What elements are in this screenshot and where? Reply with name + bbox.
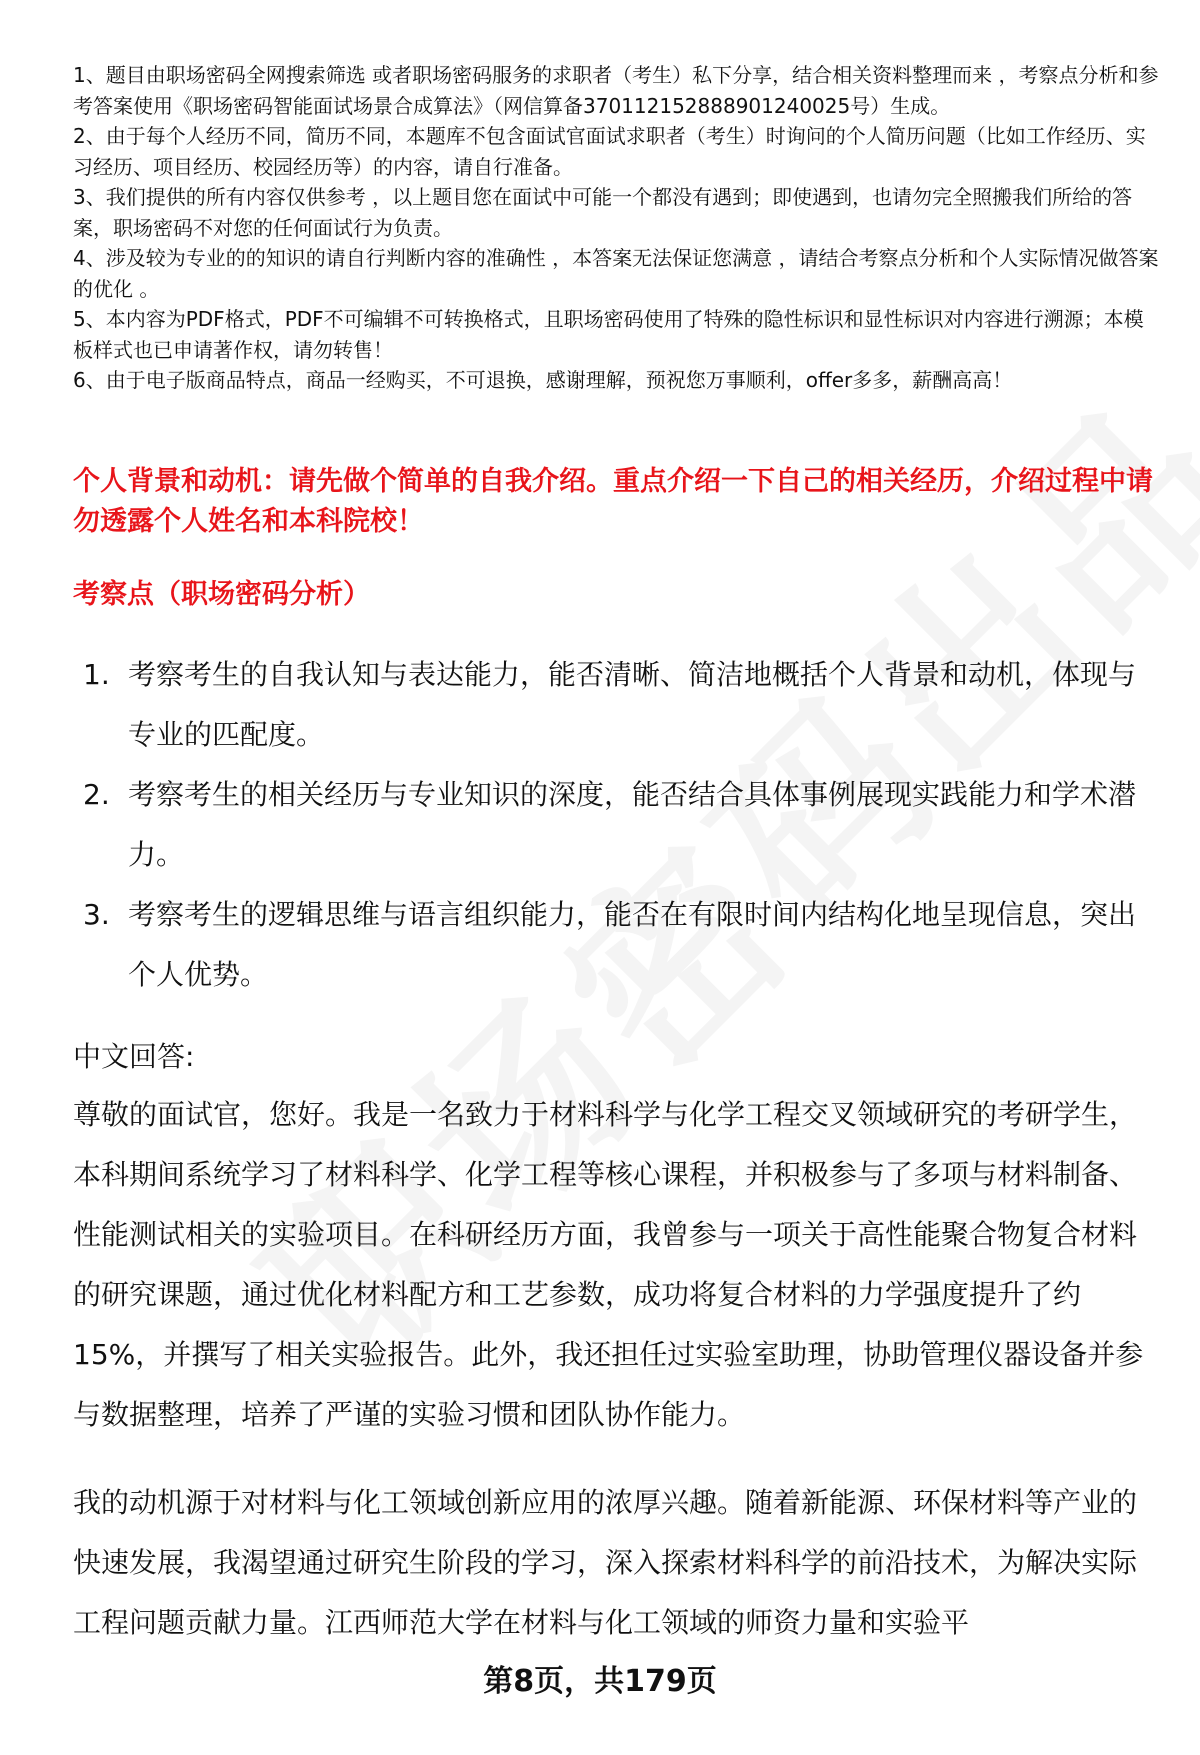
answer-label: 中文回答: [73,1040,195,1073]
exam-point-text: 考察考生的相关经历与专业知识的深度，能否结合具体事例展现实践能力和学术潜力。 [128,778,1137,871]
exam-points-list [73,645,1163,1005]
disclaimer-item: 2、由于每个人经历不同，简历不同，本题库不包含面试官面试求职者（考生）时询问的个人简历问题（比如工作经历、实习经历、项目经历、校园经历等）的内容，请自行准备。 [73,124,1146,179]
exam-point [73,645,1163,765]
question-heading: 个人背景和动机：请先做个简单的自我介绍。重点介绍一下自己的相关经历，介绍过程中请勿透露个人姓名和本科院校！ [73,466,1153,537]
exam-points-heading: 考察点（职场密码分析） [73,579,370,610]
answer-paragraph: 我的动机源于对材料与化工领域创新应用的浓厚兴趣。随着新能源、环保材料等产业的快速发展，我渴望通过研究生阶段的学习，深入探索材料科学的前沿技术，为解决实际工程问题贡献力量。江西师范大学在材料与化工领域的师资力量和实验平 [73,1486,1138,1639]
disclaimer-item: 1、题目由职场密码全网搜索筛选 或者职场密码服务的求职者（考生）私下分享，结合相关资料整理而来 ，考察点分析和参考答案使用《职场密码智能面试场景合成算法》（网信算备370112152888901240025号）生成。 [73,63,1159,118]
disclaimer-item: 3、我们提供的所有内容仅供参考 ，以上题目您在面试中可能一个都没有遇到；即使遇到，也请勿完全照搬我们所给的答案，职场密码不对您的任何面试行为负责。 [73,185,1133,240]
answer-body [73,1085,1163,1681]
exam-point [73,885,1163,1005]
exam-point-number: 2. [83,778,110,811]
exam-point-text: 考察考生的自我认知与表达能力，能否清晰、简洁地概括个人背景和动机，体现与专业的匹配度。 [128,658,1137,751]
exam-point-text: 考察考生的逻辑思维与语言组织能力，能否在有限时间内结构化地呈现信息，突出个人优势。 [128,898,1137,991]
page-number: 第8页，共179页 [483,1664,717,1699]
disclaimer-item: 5、本内容为PDF格式，PDF不可编辑不可转换格式，且职场密码使用了特殊的隐性标识和显性标识对内容进行溯源；本模板样式也已申请著作权，请勿转售！ [73,307,1144,362]
exam-point-number: 1. [83,658,110,691]
exam-point [73,765,1163,885]
disclaimer-item: 4、涉及较为专业的的知识的请自行判断内容的准确性 ，本答案无法保证您满意 ，请结合考察点分析和个人实际情况做答案的优化 。 [73,246,1159,301]
exam-point-number: 3. [83,898,110,931]
disclaimer-block [73,60,1163,396]
answer-paragraph: 尊敬的面试官，您好。我是一名致力于材料科学与化学工程交叉领域研究的考研学生，本科期间系统学习了材料科学、化学工程等核心课程，并积极参与了多项与材料制备、性能测试相关的实验项目。在科研经历方面，我曾参与一项关于高性能聚合物复合材料的研究课题，通过优化材料配方和工艺参数，成功将复合材料的力学强度提升了约15%，并撰写了相关实验报告。此外，我还担任过实验室助理，协助管理仪器设备并参与数据整理，培养了严谨的实验习惯和团队协作能力。 [73,1098,1144,1431]
disclaimer-item: 6、由于电子版商品特点，商品一经购买，不可退换，感谢理解，预祝您万事顺利，offer多多，薪酬高高！ [73,368,1013,392]
